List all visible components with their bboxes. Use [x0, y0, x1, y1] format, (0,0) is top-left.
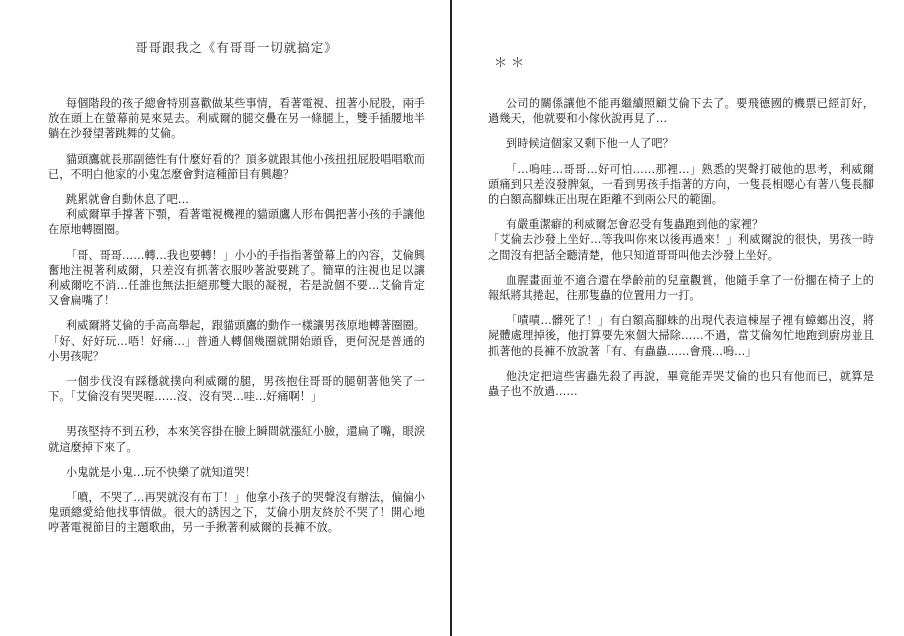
page-divider: [450, 0, 452, 636]
paragraph: 利威爾單手撐著下顎，看著電視機裡的貓頭鷹人形布偶把著小孩的手讓他在原地轉圈圈。: [48, 208, 425, 237]
paragraph: 利威爾將艾倫的手高高舉起，跟貓頭鷹的動作一樣讓男孩原地轉著圈圈。「好、好好玩…唔！好痛…」普通人轉個幾圈就開始頭昏，更何況是普通的小男孩呢？: [48, 319, 425, 363]
right-page: [454, 0, 904, 636]
paragraph-spacer: [48, 414, 425, 424]
paragraph: 有嚴重潔癖的利威爾怎會忍受有隻蟲跑到他的家裡？: [505, 218, 764, 232]
left-page: [0, 0, 451, 636]
paragraph: 血腥畫面並不適合還在學齡前的兒童觀賞，他隨手拿了一份擱在椅子上的報紙將其捲起，往那隻蟲的位置用力一打。: [488, 273, 874, 303]
paragraph: 「嘖嘖…髒死了！」有白額高腳蛛的出現代表這棟屋子裡有蟑螂出沒，將屍體處理掉後，他打算要先來個大掃除……不過，當艾倫匆忙地跑到廚房並且抓著他的長褲不放說著「有、有蟲蟲……會飛…嗚…」: [488, 314, 874, 358]
paragraph: 到時候這個家又剩下他一人了吧？: [505, 137, 674, 151]
paragraph: 貓頭鷹就長那副德性有什麼好看的？頂多就跟其他小孩扭扭屁股唱唱歌而已，不明白他家的小鬼怎麼會對這種節目有興趣？: [48, 152, 425, 181]
right-page-body: [488, 96, 874, 399]
paragraph: 男孩堅持不到五秒，本來笑容掛在臉上瞬間就漲紅小臉，還扁了嘴，眼淚就這麼掉下來了。: [48, 425, 425, 454]
left-page-body: [48, 96, 425, 536]
paragraph: 小鬼就是小鬼…玩不快樂了就知道哭！: [65, 465, 257, 479]
chapter-title: 哥哥跟我之《有哥哥一切就搞定》: [135, 40, 338, 55]
paragraph: 他決定把這些害蟲先殺了再說，畢竟能弄哭艾倫的也只有他而已，就算是蟲子也不放過……: [488, 369, 874, 399]
paragraph: 公司的關係讓他不能再繼續照顧艾倫下去了。要飛德國的機票已經訂好，過幾天，他就要和小傢伙說再見了…: [488, 97, 874, 126]
paragraph: 「…嗚哇…哥哥…好可怕……那裡…」熟悉的哭聲打破他的思考，利威爾頭痛到只差沒發脾氣，一看到男孩手指著的方向，一隻長相噁心有著八隻長腳的白額高腳蛛正出現在距離不到兩公尺的範圍。: [488, 162, 874, 207]
scene-break: ＊＊: [494, 56, 529, 71]
paragraph: 每個階段的孩子總會特別喜歡做某些事情，看著電視、扭著小屁股，兩手放在頭上在螢幕前晃來晃去。利威爾的腿交疊在另一條腿上，雙手插腰地半躺在沙發望著跳舞的艾倫。: [48, 97, 425, 141]
paragraph: 「噴，不哭了…再哭就沒有布丁！」他拿小孩子的哭聲沒有辦法，偏偏小鬼頭總愛給他找事情做。很大的誘因之下，艾倫小朋友終於不哭了！開心地哼著電視節目的主題歌曲，另一手揪著利威爾的長褲不放。: [48, 491, 425, 535]
paragraph: 「艾倫去沙發上坐好…等我叫你來以後再過來！」利威爾說的很快，男孩一時之間沒有把話全聽清楚，他只知道哥哥叫他去沙發上坐好。: [488, 233, 874, 262]
paragraph: 一個步伐沒有踩穩就撲向利威爾的腿，男孩抱住哥哥的腿朝著他笑了一下。「艾倫沒有哭哭喔……沒、沒有哭…哇…好痛啊！」: [48, 375, 425, 404]
paragraph: 跳累就會自動休息了吧…: [65, 193, 189, 207]
paragraph: 「哥、哥哥……轉…我也要轉！」小小的手指指著螢幕上的內容，艾倫興奮地注視著利威爾，只差沒有抓著衣服吵著說要跳了。簡單的注視也足以讓利威爾吃不消…任誰也無法拒絕那雙大眼的凝視，若是說個不要…艾倫肯定又會扁嘴了！: [48, 248, 425, 308]
